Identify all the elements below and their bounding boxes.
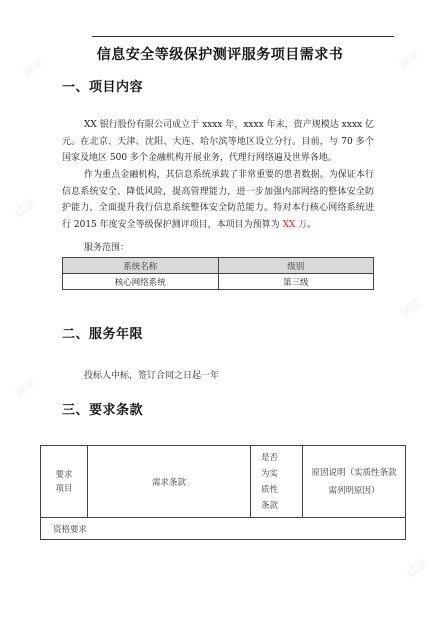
header-rule (92, 36, 394, 37)
document-title: 信息安全等级保护测评服务项目需求书 (96, 47, 344, 63)
paragraph-company-intro-text: XX 银行股份有限公司成立于 xxxx 年，xxxx 年末，资产规模达 xxxx 亿元。在北京、天津、沈阳、大连、哈尔滨等地区设立分行。目前，与 70 多个国家及地区 500 多个金融机构开展业务，代理行网络遍及世界各地。 (62, 120, 374, 163)
paragraph-end-punct: 。 (307, 219, 317, 230)
header-reason: 原因说明（实质性条款 需列明原因） (303, 446, 406, 518)
paragraph-project-purpose-text: 作为重点金融机构，其信息系统承载了非常重要的患者数据。为保证本行信息系统安全、降低风险，提高管理能力，进一步加强内部网络的整体安全防护能力，全面提升我行信息系统整体安全防范能力。特对本行核心网络系统进行 2015 年度安全等级保护测评项目，本项目为预算为 (62, 170, 374, 230)
watermark-text: 试读 (20, 56, 47, 81)
section-heading-requirements: 三、要求条款 (62, 403, 144, 418)
service-period-text: 投标人中标，签订合同之日起一年 (84, 371, 220, 381)
table-header-row (41, 446, 406, 518)
budget-amount: XX 万 (282, 219, 308, 230)
qualification-requirements-cell: 资格要求 (41, 518, 406, 540)
header-requirement-item: 要求 项目 (41, 446, 88, 518)
watermark-text: 试读 (404, 556, 431, 581)
paragraph-company-intro (62, 117, 374, 167)
section-heading-project-content: 一、项目内容 (62, 80, 144, 95)
header-is-substantive: 是否 为实 质性 条款 (251, 446, 303, 518)
requirements-table (40, 445, 406, 540)
table-row (63, 274, 374, 290)
watermark-text: 试读 (12, 376, 39, 401)
section-heading-service-period: 二、服务年限 (62, 327, 144, 342)
table-cell-level: 第三级 (218, 274, 374, 290)
table-header-level: 级别 (218, 258, 374, 274)
table-cell-system-name: 核心网络系统 (63, 274, 219, 290)
header-requirement-terms: 需求条款 (88, 446, 251, 518)
paragraph-project-purpose (62, 167, 374, 233)
table-header-system-name: 系统名称 (63, 258, 219, 274)
watermark-text: 试读 (396, 48, 423, 73)
table-header-row (63, 258, 374, 274)
service-scope-label: 服务范围： (84, 243, 130, 253)
service-scope-table (62, 257, 374, 290)
table-row (41, 518, 406, 540)
watermark-text: 试读 (398, 296, 425, 321)
watermark-text: 试读 (12, 196, 39, 221)
